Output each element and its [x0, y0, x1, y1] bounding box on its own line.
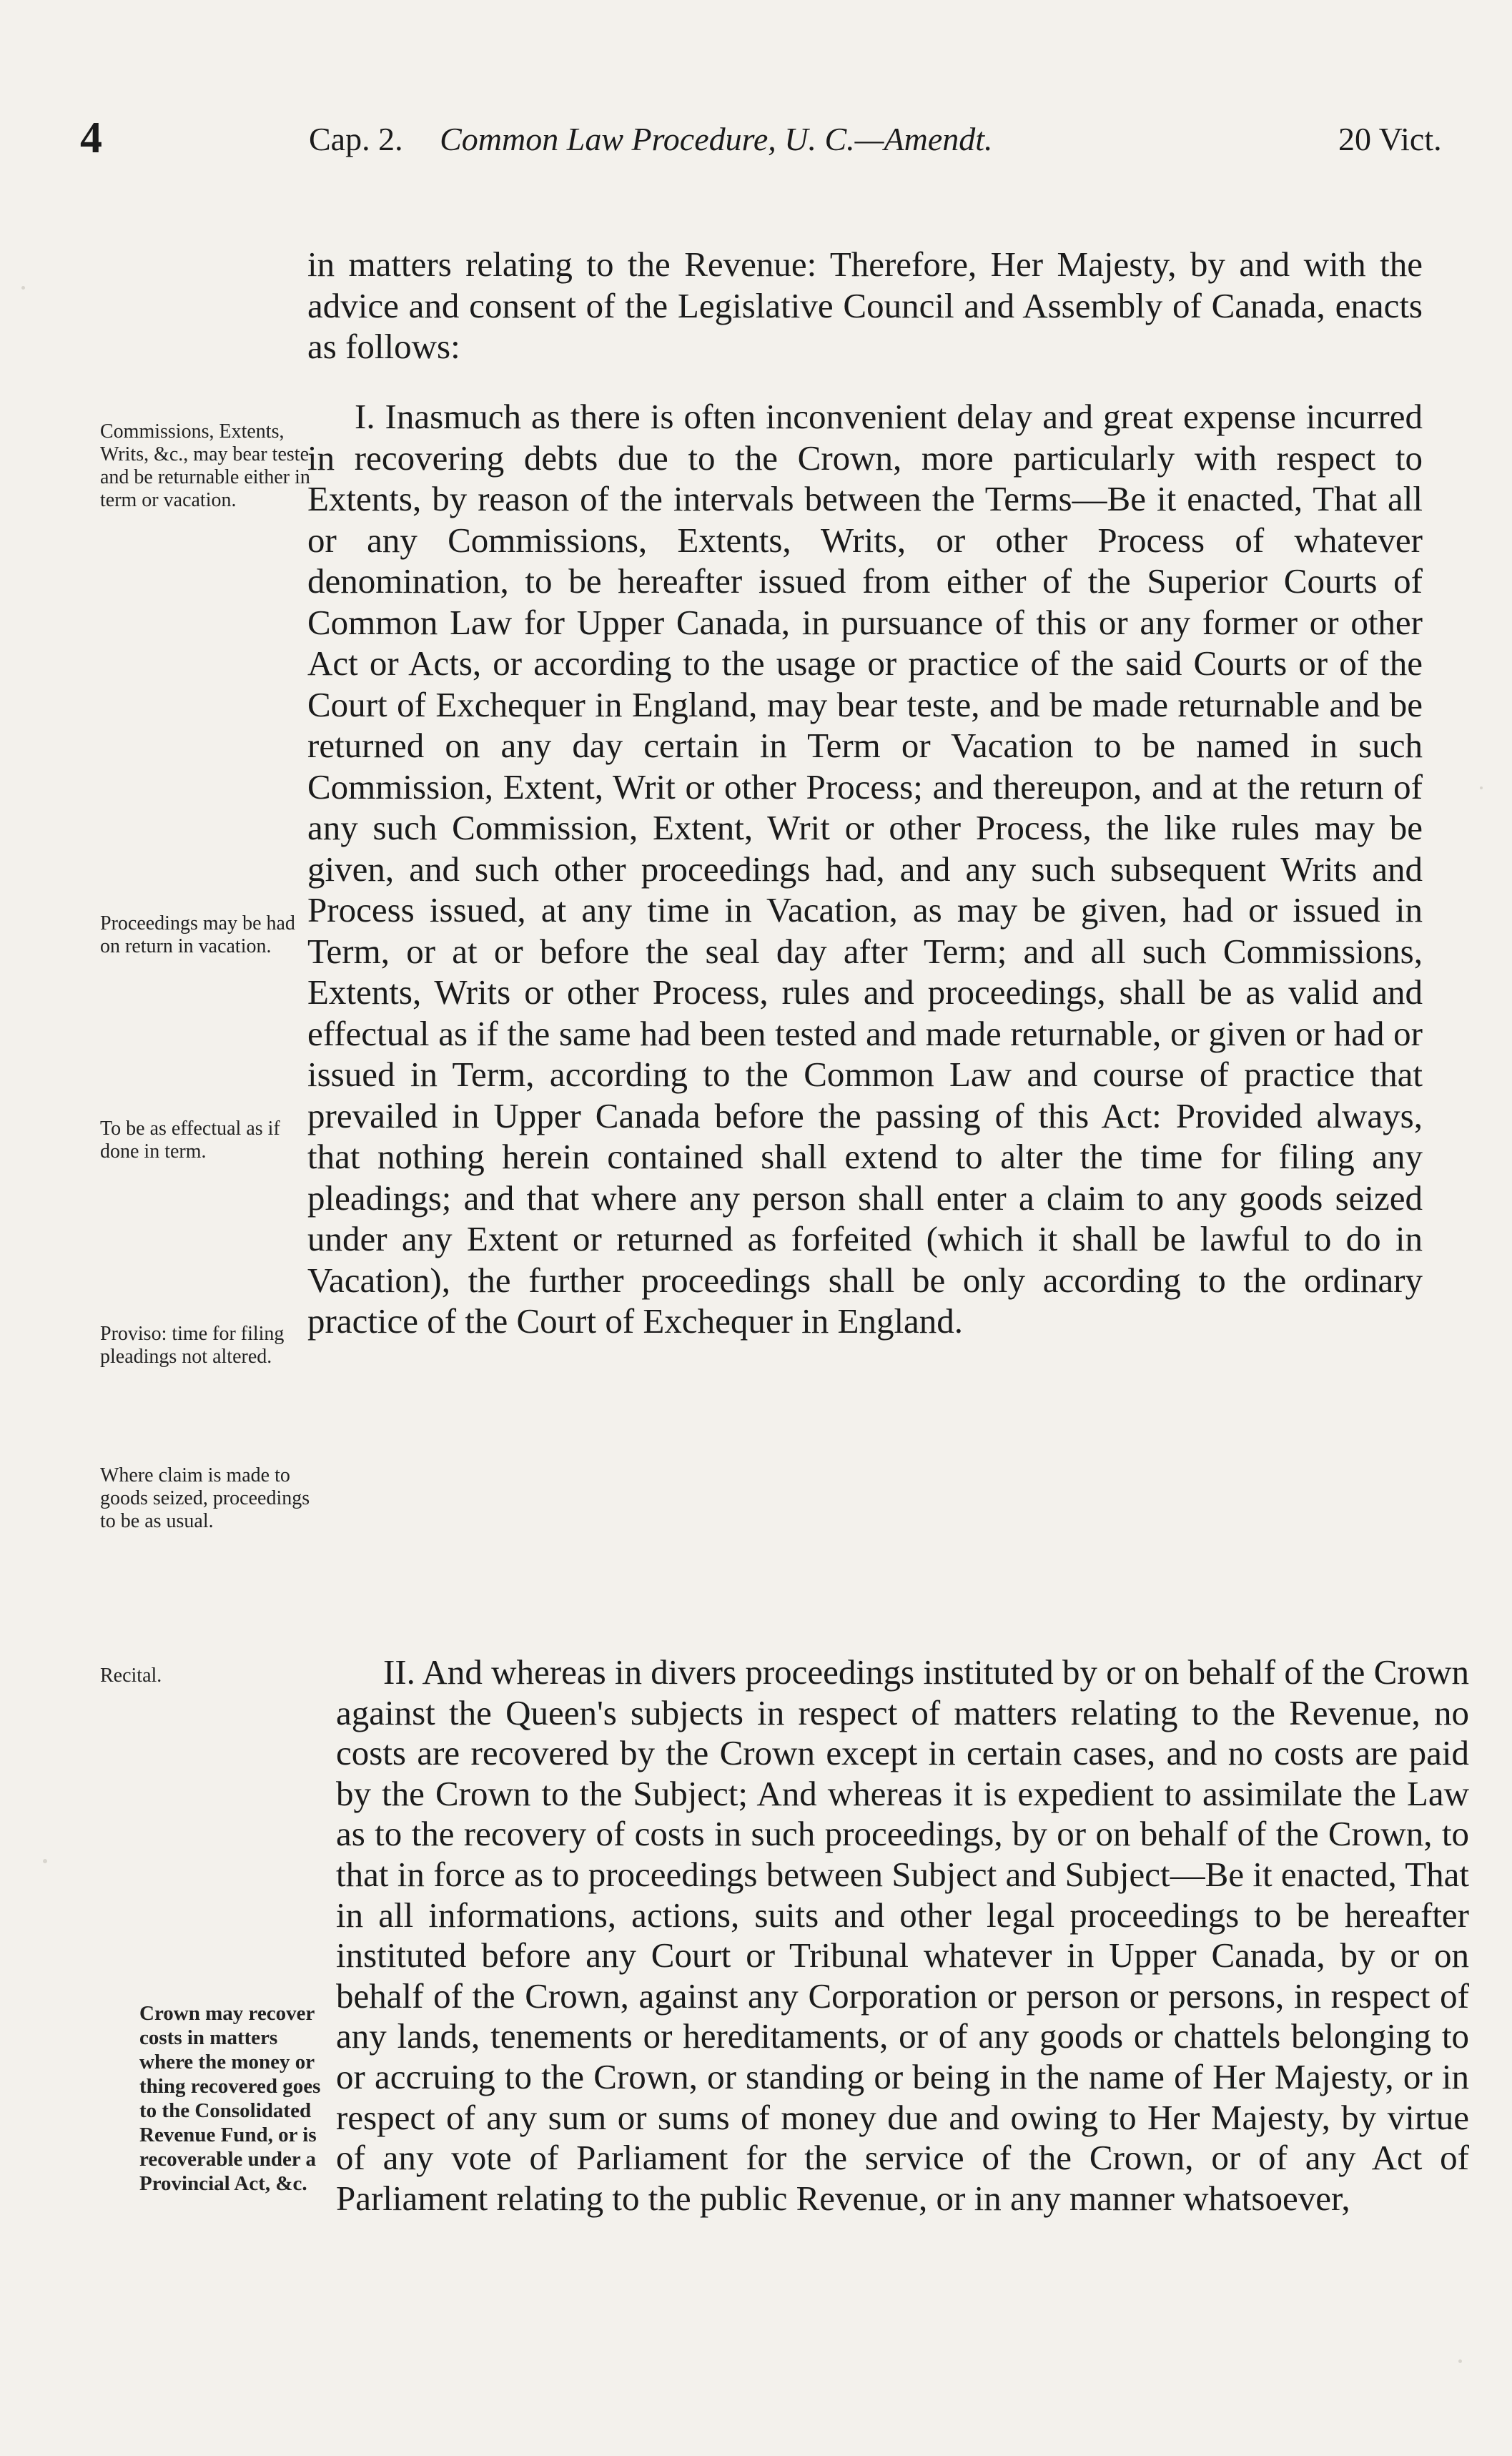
scan-speck [1480, 786, 1483, 789]
page-number: 4 [80, 114, 102, 162]
body-paragraph-preamble: in matters relating to the Revenue: Therefore, Her Majesty, by and with the advice and consent of the Legislative Council and Assembly of Canada, enacts as follows: [307, 245, 1423, 366]
margin-note-proviso: Proviso: time for filing pleadings not altered. [100, 1323, 285, 1368]
margin-note-teste: Commissions, Extents, Writs, &c., may bear teste and be returnable either in term or vacation. [100, 420, 310, 511]
scan-speck [1458, 2359, 1462, 2363]
margin-note-effectual: To be as effectual as if done in term. [100, 1118, 280, 1163]
margin-note-vacation: Proceedings may be had on return in vacation. [100, 912, 295, 957]
act-title: Common Law Procedure, U. C.—Amendt. [440, 121, 993, 157]
margin-note-claim: Where claim is made to goods seized, proceedings to be as usual. [100, 1464, 310, 1532]
margin-note-recital: Recital. [100, 1665, 162, 1687]
body-paragraph-section-1: I. Inasmuch as there is often inconvenient delay and great expense incurred in recovering debts due to the Crown, more particularly with respect to Extents, by reason of the intervals between the Terms—Be it enacted, That all or any Commissions, Extents, Writs, or other Process of whatever denomination, to be hereafter issued from either of the Superior Courts of Common Law for Upper Canada, in pursuance of this or any former or other Act or Acts, or according to the usage or practice of the said Courts or of the Court of Exchequer in England, may bear teste, and be made returnable and be returned on any day certain in Term or Vacation to be named in such Commission, Extent, Writ or other Process; and thereupon, and at the return of any such Commission, Extent, Writ or other Process, the like rules may be given, and such other proceedings had, and any such subsequent Writs and Process issued, at any time in Vacation, as may be given, had or issued in Term, or at or before the seal day after Term; and all such Commissions, Extents, Writs or other Process, rules and proceedings, shall be as valid and effectual as if the same had been tested and made returnable, or given or had or issued in Term, according to the Common Law and course of practice that prevailed in Upper Canada before the passing of this Act: Provided always, that nothing herein contained shall extend to alter the time for filing any pleadings; and that where any person shall enter a claim to any goods seized under any Extent or returned as forfeited (which it shall be lawful to do in Vacation), the further proceedings shall be only according to the ordinary practice of the Court of Exchequer in England. [307, 397, 1423, 1341]
running-head [309, 120, 1442, 158]
body-paragraph-section-2: II. And whereas in divers proceedings instituted by or on behalf of the Crown against the Queen's subjects in respect of matters relating to the Revenue, no costs are recovered by the Crown except in certain cases, and no costs are paid by the Crown to the Subject; And whereas it is expedient to assimilate the Law as to the recovery of costs in such proceedings, by or on behalf of the Crown, to that in force as to proceedings between Subject and Subject—Be it enacted, That in all informations, actions, suits and other legal proceedings to be hereafter instituted before any Court or Tribunal whatever in Upper Canada, by or on behalf of the Crown, against any Corporation or person or persons, in respect of any lands, tenements or hereditaments, or of any goods or chattels belonging to or accruing to the Crown, or standing or being in the name of Her Majesty, or in respect of any sum or sums of money due and owing to Her Majesty, by virtue of any vote of Parliament for the service of the Crown, or of any Act of Parliament relating to the public Revenue, or in any manner whatsoever, [336, 1652, 1469, 2218]
regnal-year: 20 Vict. [1338, 121, 1442, 157]
chapter-label: Cap. 2. [309, 121, 403, 157]
margin-note-crown-costs: Crown may recover costs in matters where the money or thing recovered goes to the Consolidated Revenue Fund, or is recoverable under a Provincial Act, &c. [139, 2002, 321, 2195]
scan-speck [43, 1859, 47, 1863]
scan-speck [21, 286, 25, 290]
page-header [80, 113, 1442, 177]
